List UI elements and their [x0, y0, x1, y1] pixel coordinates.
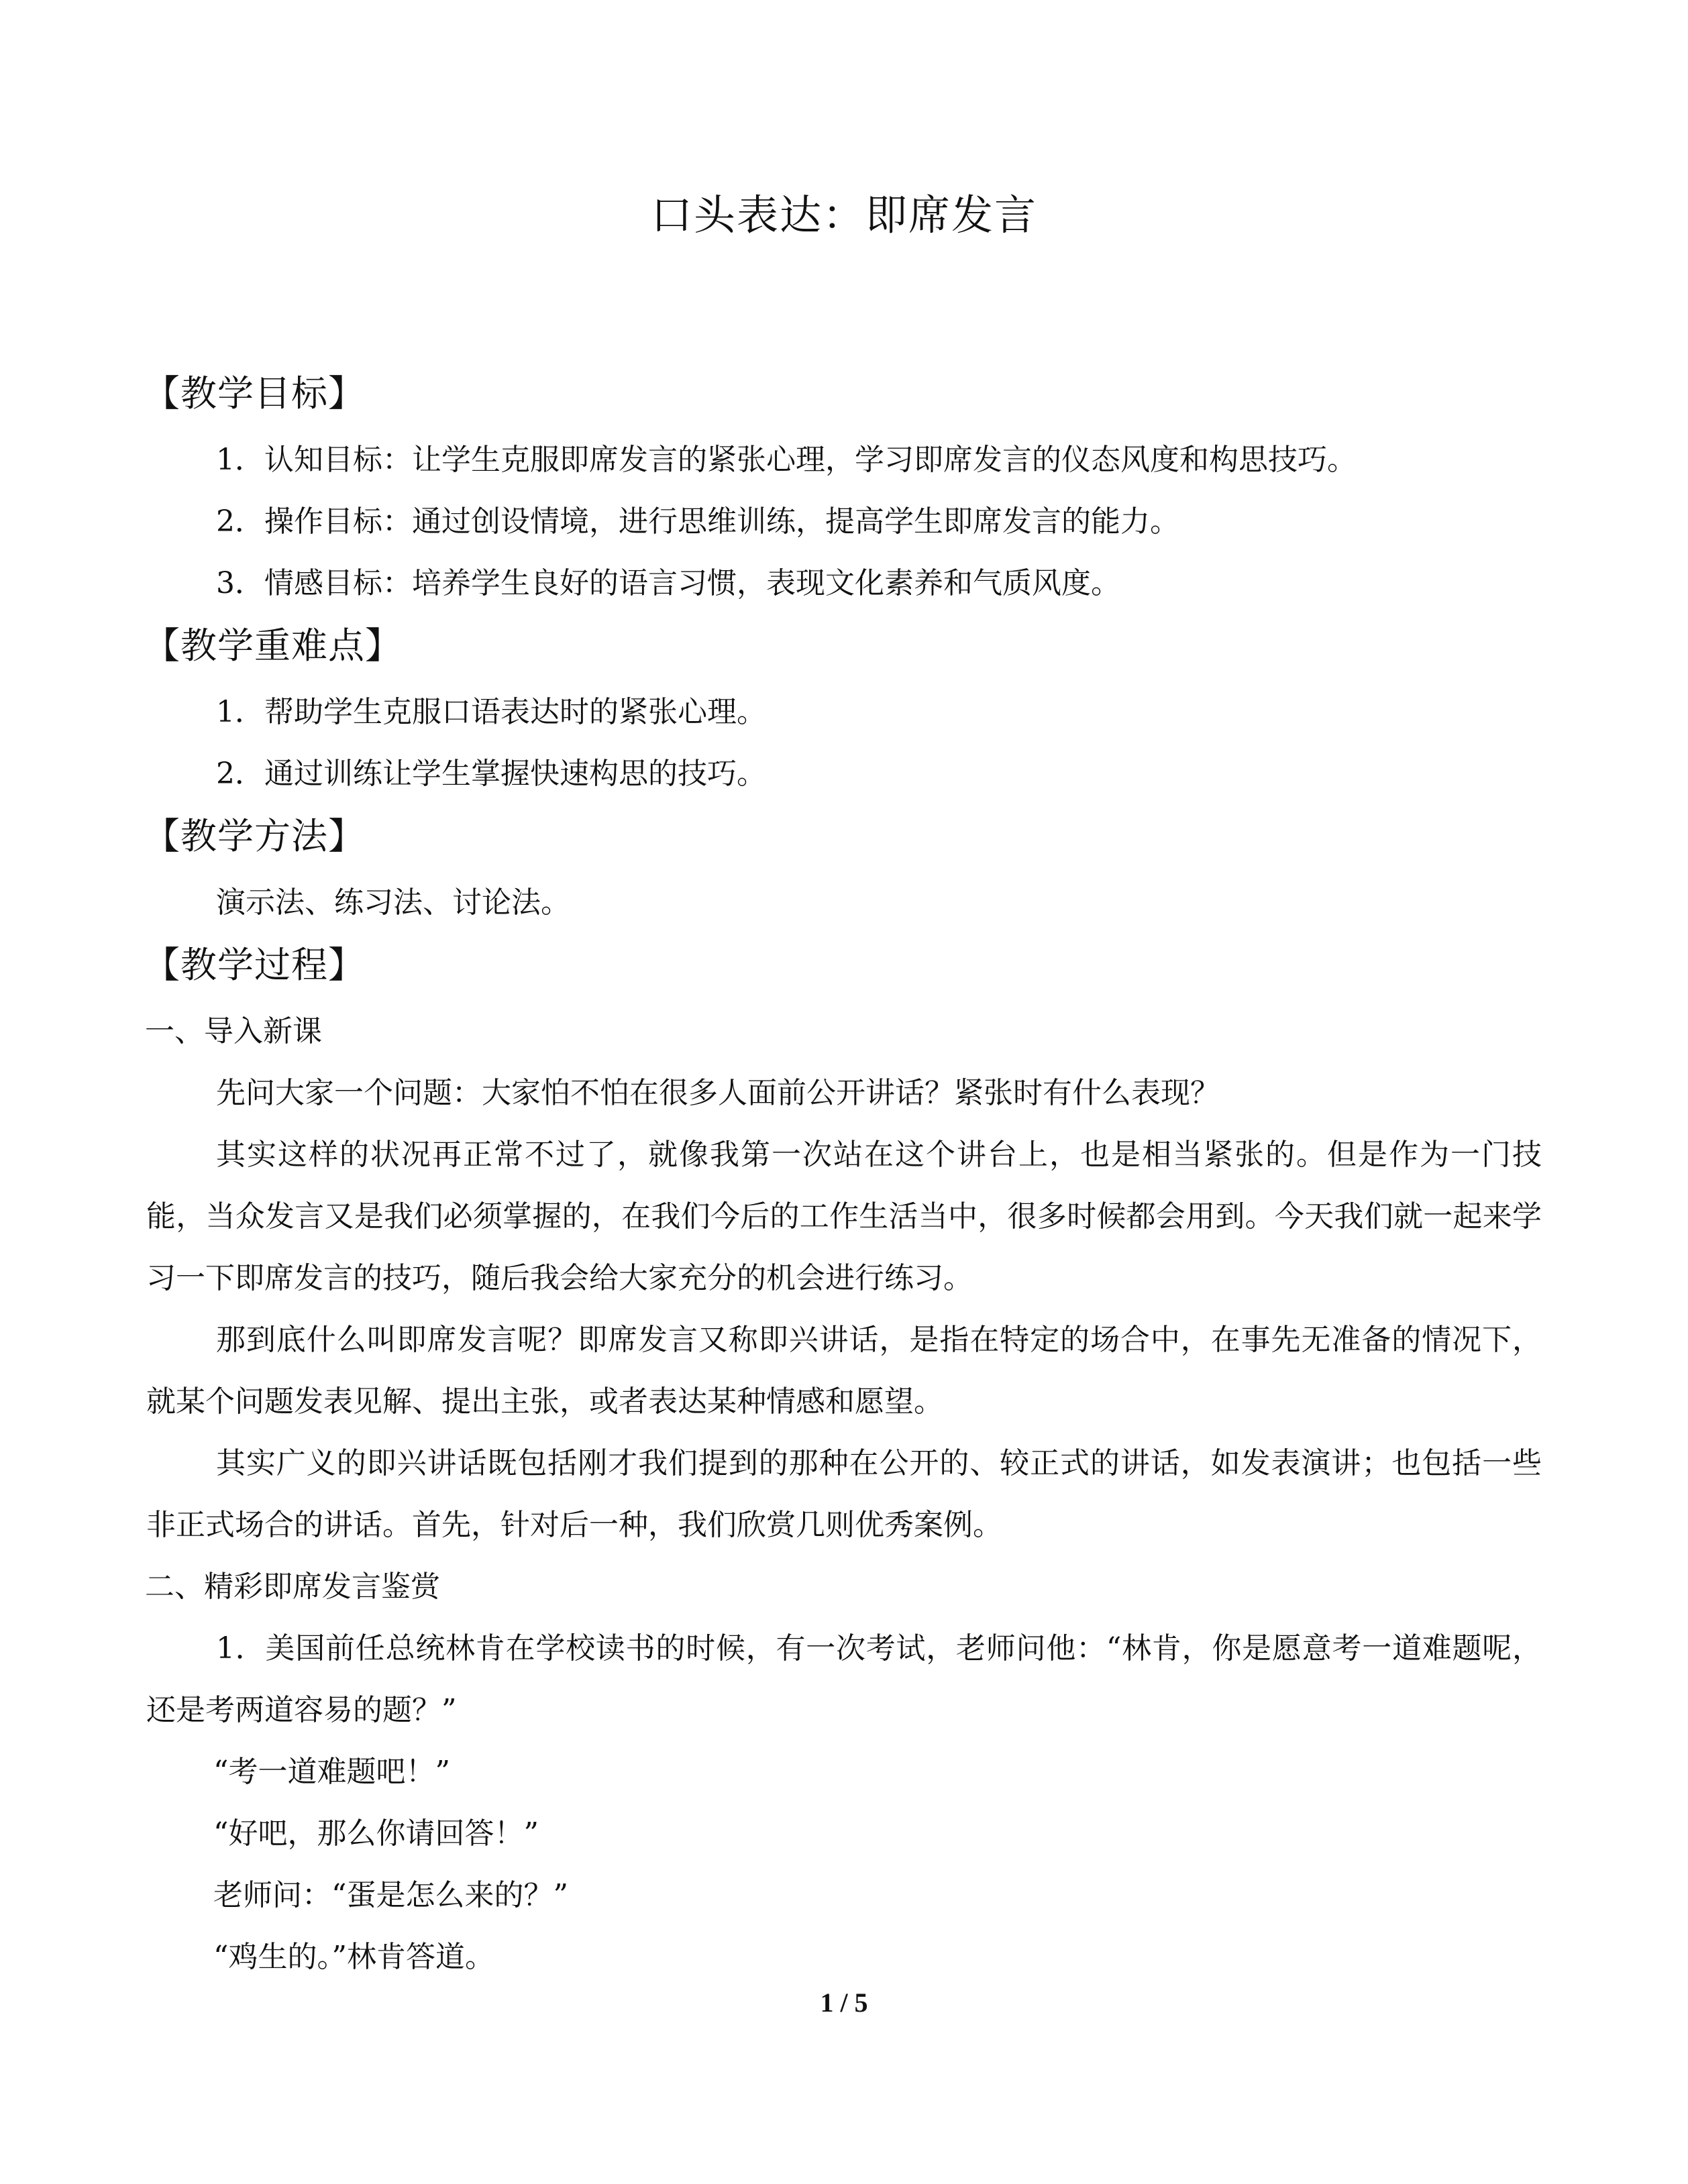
process-part1-paragraph-2: 其实这样的状况再正常不过了，就像我第一次站在这个讲台上，也是相当紧张的。但是作为一门技能，当众发言又是我们必须掌握的，在我们今后的工作生活当中，很多时候都会用到。今天我们就一起来学习一下即席发言的技巧，随后我会给大家充分的机会进行练习。: [146, 1138, 1542, 1295]
dialogue-line-1: “考一道难题吧！”: [213, 1755, 450, 1789]
dialogue-line-2: “好吧，那么你请回答！”: [213, 1816, 539, 1851]
key-point-item-1: 1．帮助学生克服口语表达时的紧张心理。: [216, 695, 766, 729]
section-heading-process: 【教学过程】: [144, 944, 365, 986]
methods-text: 演示法、练习法、讨论法。: [216, 885, 570, 920]
objective-item-1: 1．认知目标：让学生克服即席发言的紧张心理，学习即席发言的仪态风度和构思技巧。: [216, 443, 1357, 477]
document-title: 口头表达：即席发言: [650, 190, 1037, 239]
process-part1-paragraph-3: 那到底什么叫即席发言呢？即席发言又称即兴讲话，是指在特定的场合中，在事先无准备的情况下，就某个问题发表见解、提出主张，或者表达某种情感和愿望。: [146, 1323, 1542, 1419]
process-part2-title: 二、精彩即席发言鉴赏: [145, 1570, 440, 1604]
section-heading-key-points: 【教学重难点】: [144, 624, 402, 667]
section-heading-objectives: 【教学目标】: [144, 372, 365, 415]
key-point-item-2: 2．通过训练让学生掌握快速构思的技巧。: [216, 757, 766, 791]
dialogue-line-3: 老师问：“蛋是怎么来的？”: [213, 1878, 568, 1912]
page-number: 1 / 5: [820, 1987, 868, 2018]
objective-item-3: 3．情感目标：培养学生良好的语言习惯，表现文化素养和气质风度。: [216, 566, 1120, 600]
process-part1-paragraph-4: 其实广义的即兴讲话既包括刚才我们提到的那种在公开的、较正式的讲话，如发表演讲；也包括一些非正式场合的讲话。首先，针对后一种，我们欣赏几则优秀案例。: [146, 1446, 1542, 1542]
dialogue-line-4: “鸡生的。”林肯答道。: [213, 1940, 494, 1974]
process-part2-paragraph-1: 1．美国前任总统林肯在学校读书的时候，有一次考试，老师问他：“林肯，你是愿意考一道难题呢，还是考两道容易的题？”: [146, 1631, 1542, 1727]
document-body: [146, 362, 1542, 1988]
process-part1-paragraph-1: 先问大家一个问题：大家怕不怕在很多人面前公开讲话？紧张时有什么表现？: [216, 1076, 1220, 1110]
process-part1-title: 一、导入新课: [145, 1014, 322, 1048]
section-heading-methods: 【教学方法】: [144, 815, 365, 857]
objective-item-2: 2．操作目标：通过创设情境，进行思维训练，提高学生即席发言的能力。: [216, 504, 1179, 539]
